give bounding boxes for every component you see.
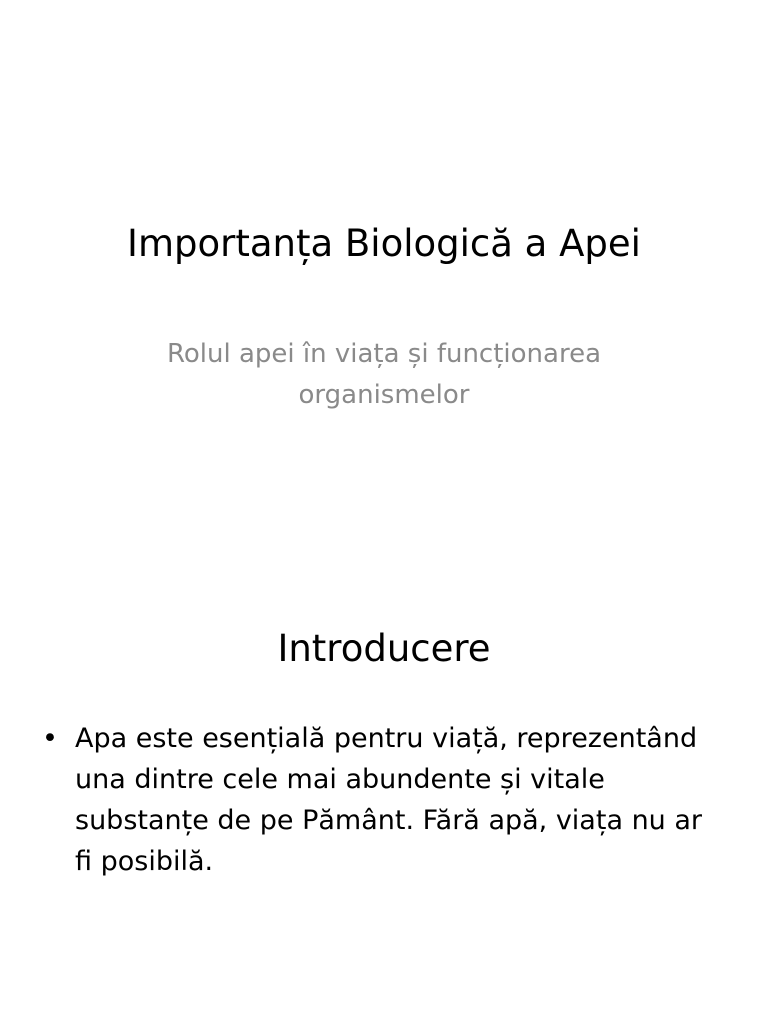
bullet-dot-icon: • — [42, 723, 58, 754]
intro-slide — [0, 576, 768, 1024]
bullet-text: Apa este esențială pentru viață, reprezentând una dintre cele mai abundente și vitale substanțe de pe Pământ. Fără apă, viața nu ar fi posibilă. — [75, 723, 703, 877]
bullet-list — [40, 718, 720, 882]
section-title: Introducere — [277, 627, 491, 670]
slide-title: Importanța Biologică a Apei — [127, 222, 641, 265]
slide-subtitle: Rolul apei în viața și funcționarea organismelor — [166, 339, 602, 410]
bullet-item — [40, 718, 720, 882]
